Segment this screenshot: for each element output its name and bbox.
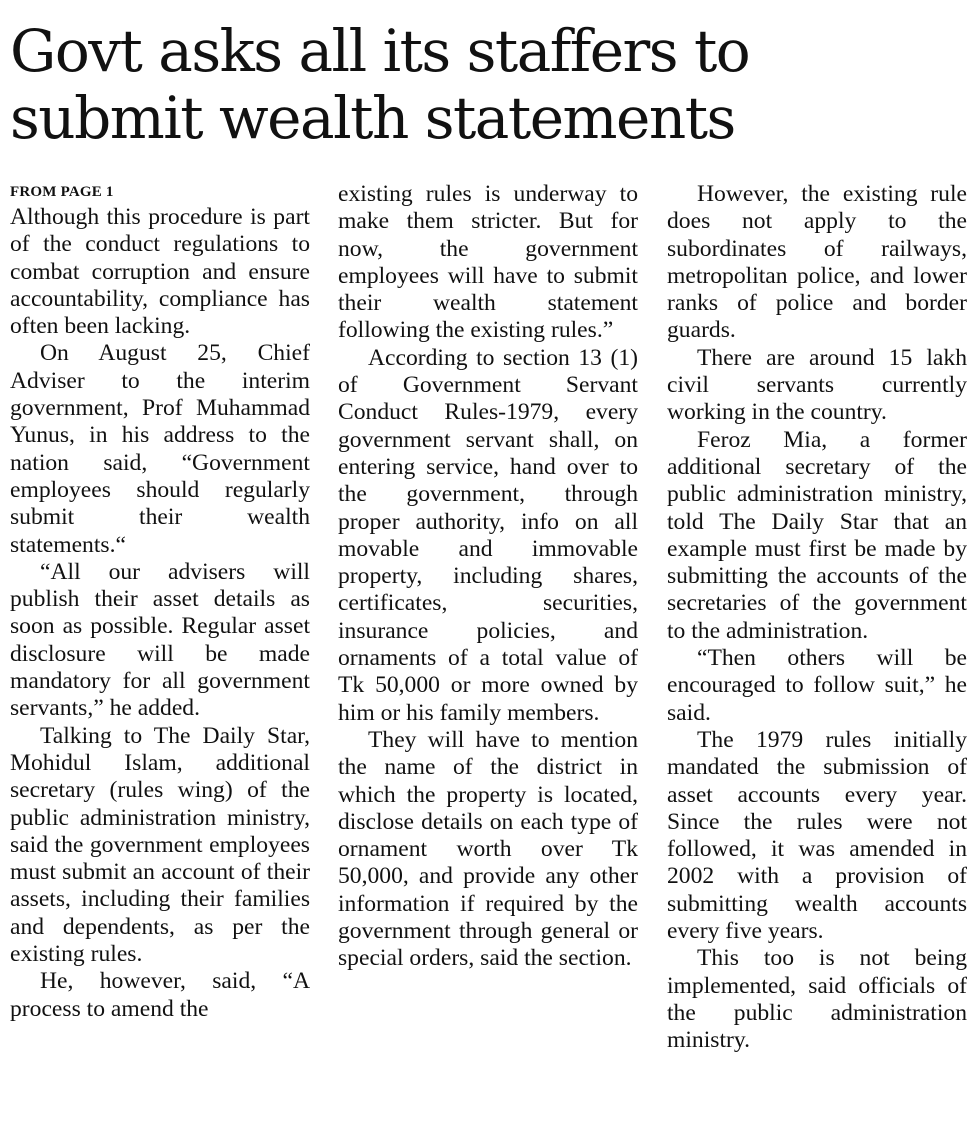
paragraph: There are around 15 lakh civil servants currently working in the country. [667,344,967,426]
paragraph: According to section 13 (1) of Government Servant Conduct Rules-1979, every government servant shall, on entering service, hand over to the government, through proper authority, info on all movable and immovable property, including shares, certificates, securities, insurance policies, and ornaments of a total value of Tk 50,000 or more owned by him or his family members. [338,344,638,726]
paragraph: “All our advisers will publish their asset details as soon as possible. Regular asset disclosure will be made mandatory for all government servants,” he added. [10,558,310,722]
article-column-1 [10,180,310,1023]
continuation-kicker: FROM PAGE 1 [10,184,114,200]
paragraph: They will have to mention the name of the district in which the property is located, disclose details on each type of ornament worth over Tk 50,000, and provide any other information if required by the government through general or special orders, said the section. [338,726,638,972]
paragraph: Talking to The Daily Star, Mohidul Islam, additional secretary (rules wing) of the public administration ministry, said the government employees must submit an account of their assets, including their families and dependents, as per the existing rules. [10,722,310,968]
headline-line-2: submit wealth statements [10,84,735,152]
paragraph: However, the existing rule does not apply to the subordinates of railways, metropolitan police, and lower ranks of police and border guards. [667,181,967,344]
paragraph: The 1979 rules initially mandated the submission of asset accounts every year. Since the rules were not followed, it was amended in 2002 with a provision of submitting wealth accounts every five years. [667,726,967,945]
article-column-2 [338,181,638,973]
paragraph: Feroz Mia, a former additional secretary of the public administration ministry, told The Daily Star that an example must first be made by submitting the accounts of the secretaries of the government to the administration. [667,426,967,644]
paragraph: Although this procedure is part of the conduct regulations to combat corruption and ensure accountability, compliance has often been lacking. [10,204,310,340]
headline-line-1: Govt asks all its staffers to [10,17,750,85]
paragraph: existing rules is underway to make them stricter. But for now, the government employees will have to submit their wealth statement following the existing rules.” [338,181,638,344]
article-column-3 [667,181,967,1055]
paragraph: He, however, said, “A process to amend the [10,968,310,1022]
paragraph: This too is not being implemented, said officials of the public administration ministry. [667,945,967,1054]
headline [10,18,970,152]
paragraph: On August 25, Chief Adviser to the interim government, Prof Muhammad Yunus, in his address to the nation said, “Government employees should regularly submit their wealth statements.“ [10,340,310,558]
paragraph: “Then others will be encouraged to follow suit,” he said. [667,645,967,726]
